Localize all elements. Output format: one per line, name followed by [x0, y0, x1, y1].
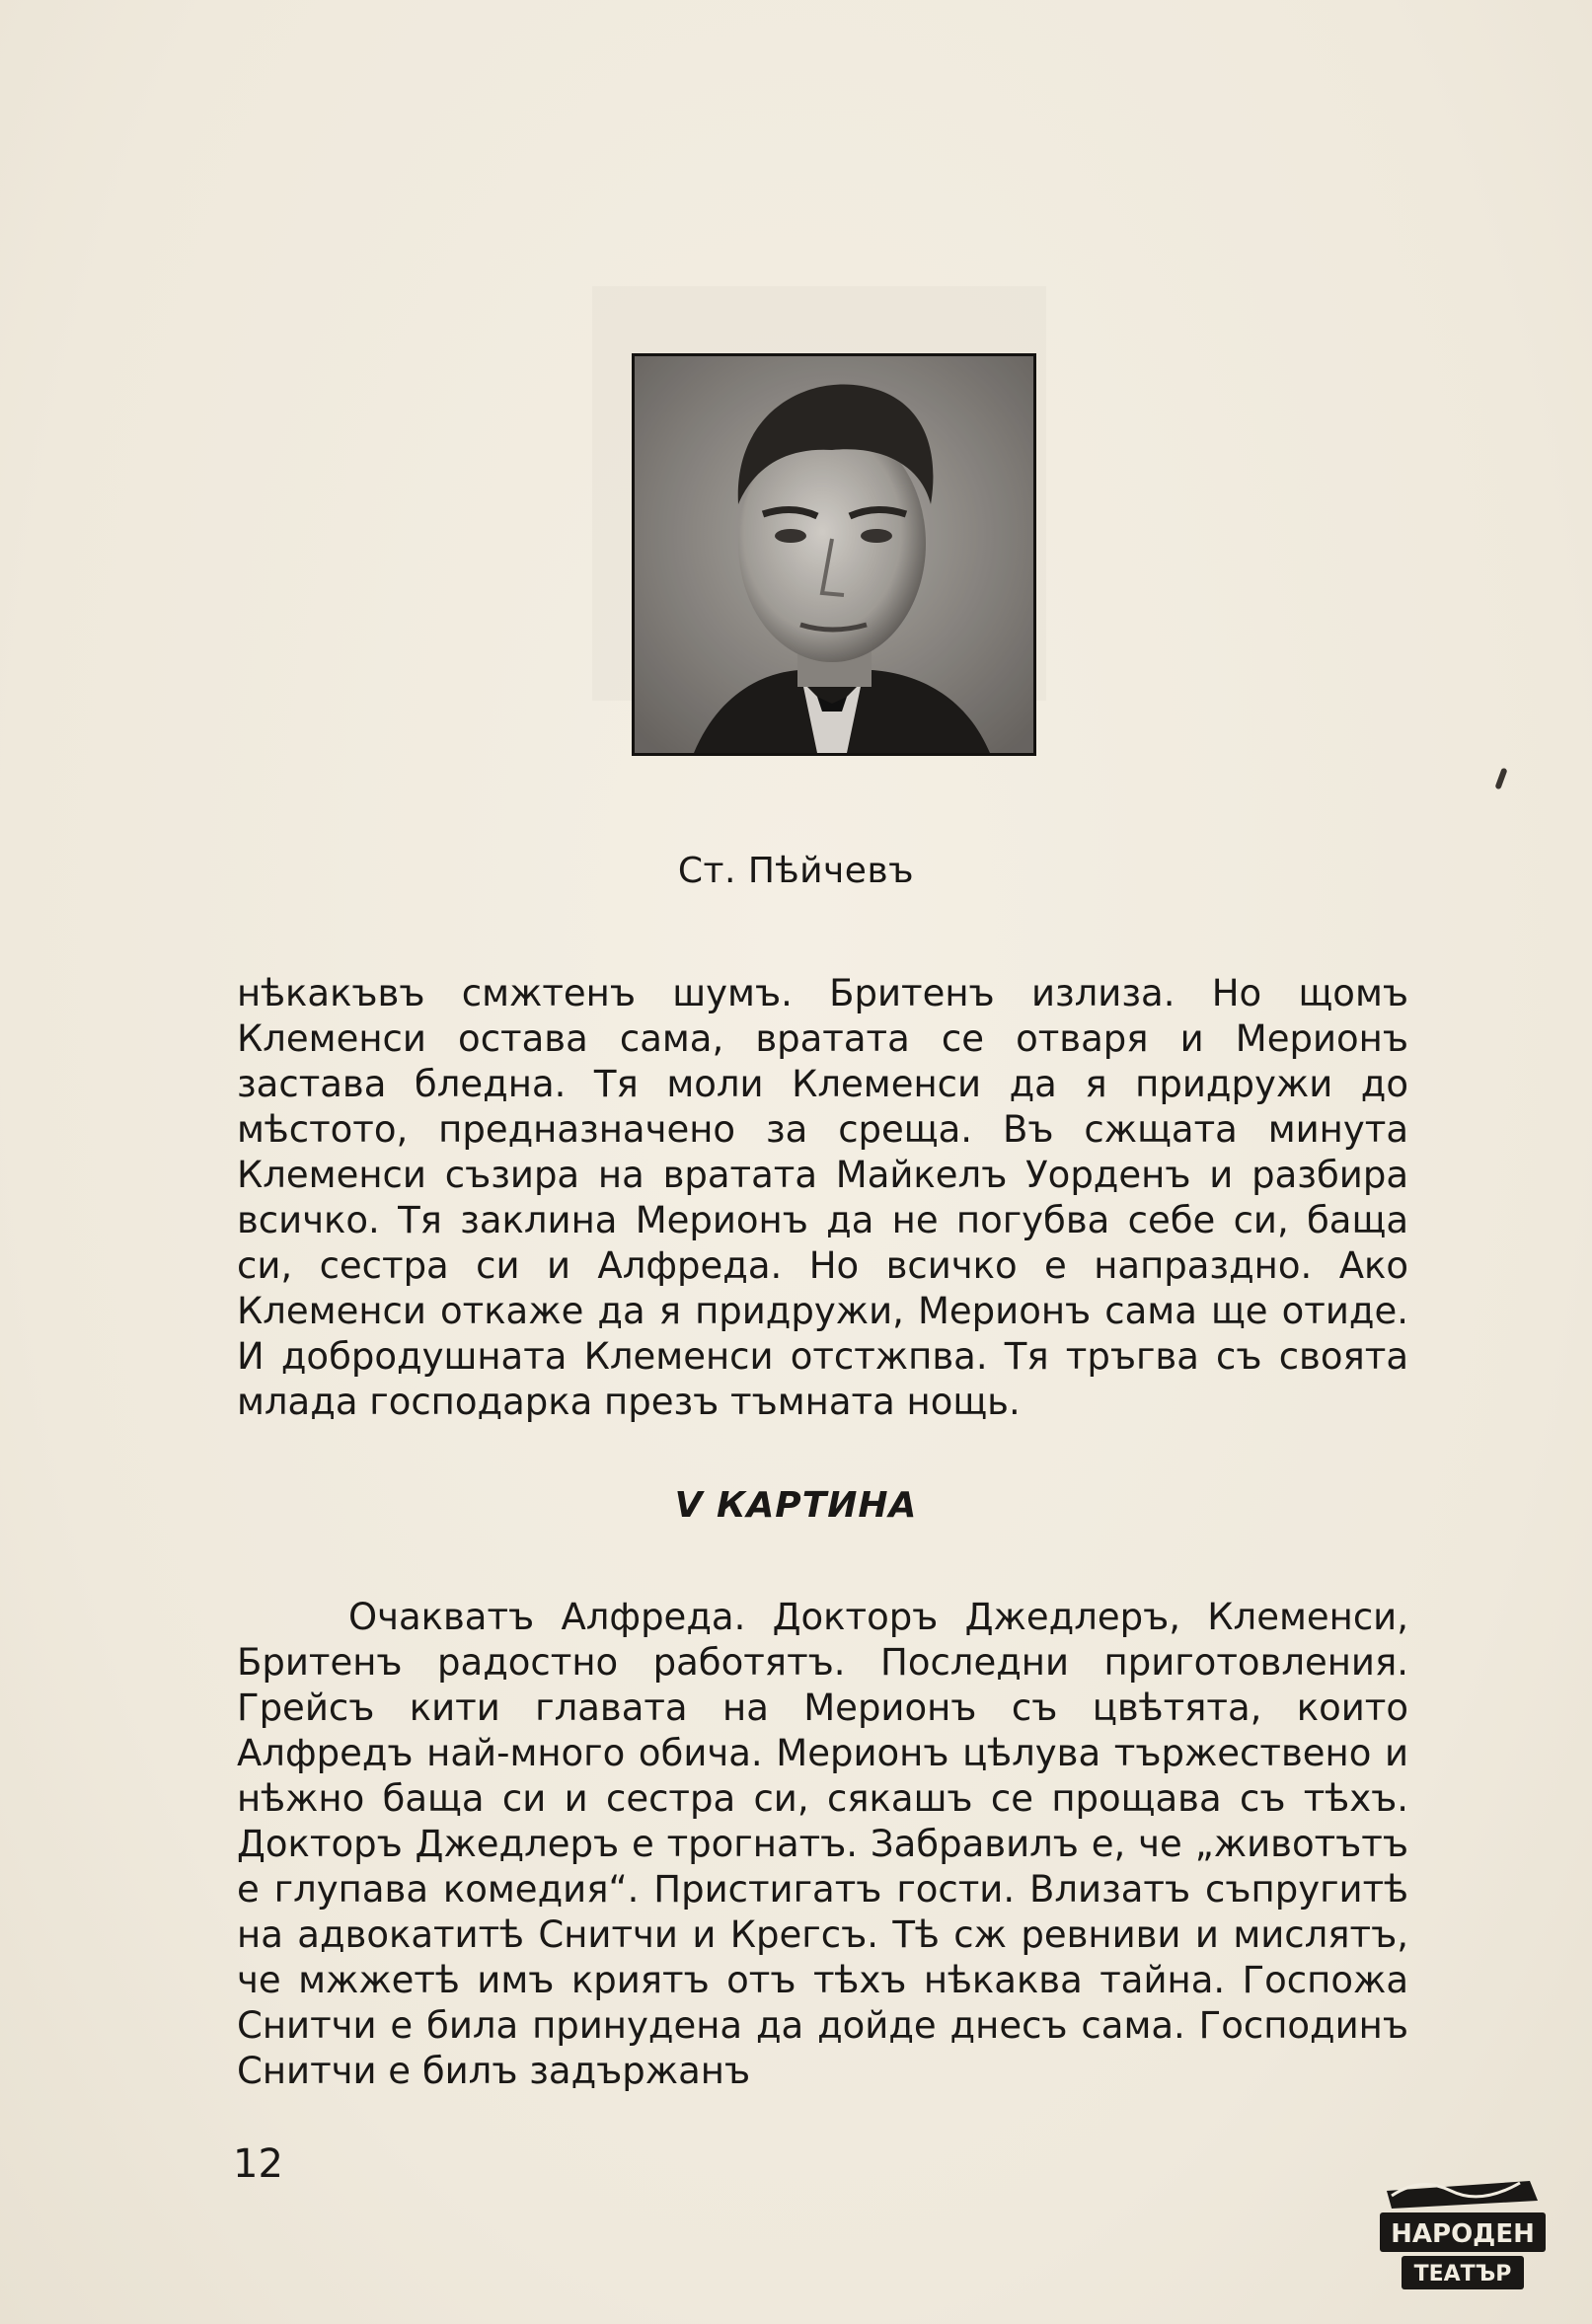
portrait-image: [635, 356, 1033, 753]
theatre-logo-graphic: [1372, 2161, 1550, 2299]
logo-line-1: НАРОДЕН: [1391, 2219, 1535, 2249]
paragraph-2: Очакватъ Алфреда. Докторъ Джедлеръ, Клеменси, Бритенъ радостно работятъ. Последни приготовления. Грейсъ кити главата на Мерионъ съ цвѣтята, които Алфредъ най-много обича. Мерионъ цѣлува тържествено и нѣжно баща си и сестра си, сякашъ се прощава съ тѣхъ. Докторъ Джедлеръ е трогнатъ. Забравилъ е, че „животътъ е глупава комедия“. Пристигатъ гости. Влизатъ съпругитѣ на адвокатитѣ Снитчи и Крегсъ. Тѣ сж ревниви и мислятъ, че мжжетѣ имъ криятъ отъ тѣхъ нѣкаква тайна. Госпожа Снитчи е била принудена да дойде днесъ сама. Господинъ Снитчи е билъ задържанъ: [237, 1596, 1408, 2092]
page-number: 12: [233, 2141, 283, 2187]
logo-line-2: ТЕАТЪР: [1413, 2262, 1512, 2287]
portrait-photo: [632, 353, 1036, 756]
paragraph-1: нѣкакъвъ смжтенъ шумъ. Бритенъ излиза. Но щомъ Клеменси остава сама, вратата се отваря и Мерионъ застава бледна. Тя моли Клеменси да я придружи до мѣстото, предназначено за среща. Въ сжщата минута Клеменси съзира на вратата Майкелъ Уорденъ и разбира всичко. Тя заклина Мерионъ да не погубва себе си, баща си, сестра си и Алфреда. Но всичко е напраздно. Ако Клеменси откаже да я придружи, Мерионъ сама ще отиде. И добродушната Клеменси отстжпва. Тя тръгва съ своята млада господарка презъ тъмната нощь.: [237, 972, 1408, 1423]
ink-mark: [1494, 768, 1507, 790]
section-heading: V КАРТИНА: [674, 1485, 918, 1526]
photo-caption: Ст. Пѣйчевъ: [677, 851, 915, 891]
theatre-logo: [1372, 2161, 1550, 2299]
